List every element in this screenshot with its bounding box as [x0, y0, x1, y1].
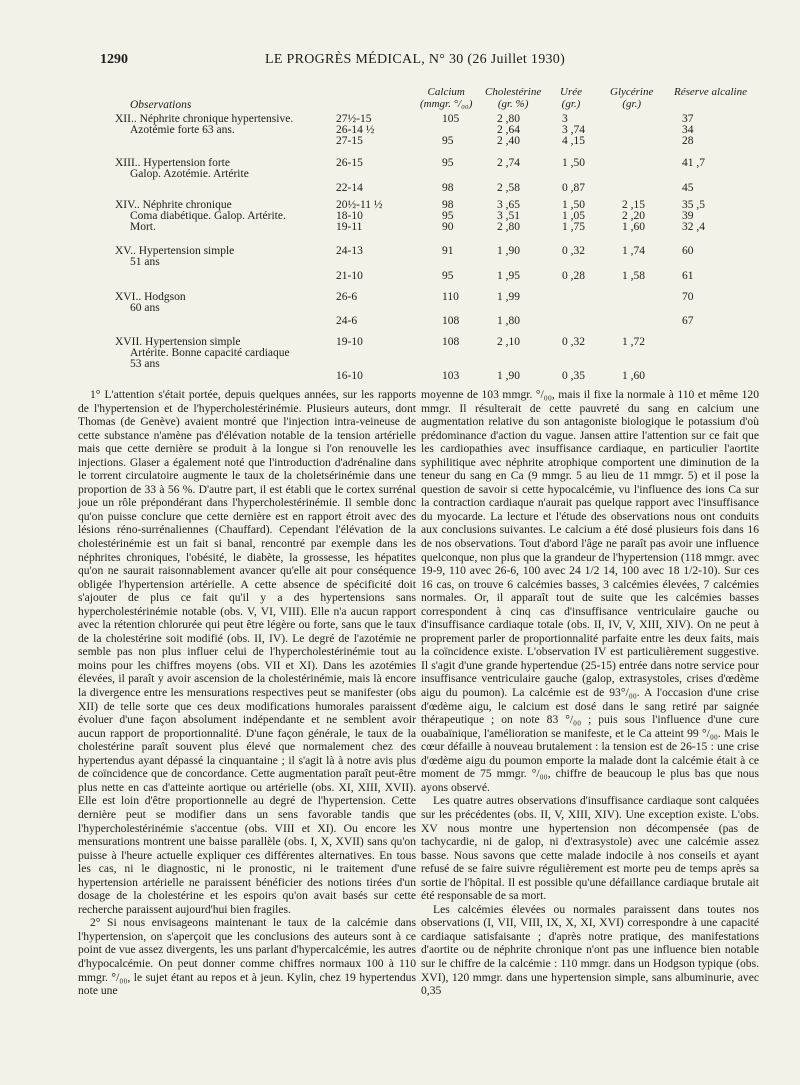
table-cell-res: 60 — [682, 245, 694, 257]
table-cell-date: 18-10 — [336, 210, 363, 222]
col-cholesterine-head: Cholestérine (gr. %) — [485, 86, 542, 110]
table-cell-date: 22-14 — [336, 182, 363, 194]
paragraph-calcemie-cont: moyenne de 103 mmgr. °/₀₀, mais il fixe la normale à 110 et même 120 mmgr. Il résulterait de cette pauvreté du sang en calcium une augmentation relative du son antagoniste biologique le potassium d'où prédominance d'action du vague. Jansen attire l'attention sur ce fait que les cardiopathies avec insuffisance cardiaque, en particulier l'aortite syphilitique avec néphrite atrophique comportent une diminution de la teneur du sang en Ca (9 mmgr. 5 au lieu de 11 mmgr. 5) et il pose la question de savoir si cette hypocalcémie, vu l'influence des ions Ca sur la contraction cardiaque n'aurait pas quelque rapport avec l'insuffisance du myocarde. La lecture et l'étude des observations nous ont conduits aux conclusions suivantes. Le calcium a été dosé plusieurs fois dans 16 de nos observations. Tout d'abord l'âge ne paraît pas avoir une influence quelconque, non plus que la grandeur de l'hypertension (118 mmgr. avec 19-9, 110 avec 26-6, 100 avec 24 1/2 14, 100 avec 18 1/2-10). Sur ces 16 cas, on trouve 6 calcémies basses, 3 calcémies élevées, 7 calcémies normales. Or, il apparaît tout de suite que les calcémies basses correspondent à cinq cas d'insuffisance ventriculaire gauche ou d'insuffisance cardiaque totale (obs. II, IV, V, XIII, XIV). On ne peut à proprement parler de proportionnalité parfaite entre les deux faits, mais la coïncidence existe. L'observation IV est particulièrement suggestive. Il s'agit d'une grande hypertendue (25-15) entrée dans notre service pour insuffisance ventriculaire gauche (galop, extrasystoles, crises d'œdème aigu du poumon). La calcémie est de 93°/₀₀. A l'occasion d'une crise d'œdème aigu, le calcium est dosé dans le sang retiré par saignée thérapeutique ; on note 83 °/₀₀ ; puis sous l'influence d'une cure ouabaïnique, l'amélioration se manifeste, et le Ca atteint 99 °/₀₀. Mais le cœur défaille à nouveau brutalement : la tension est de 26-15 : une crise d'œdème aigu du poumon emporte la malade dont la calcémie était à ce moment de 75 mmgr. °/₀₀, chiffre de beaucoup le plus bas que nous ayons observé. — [421, 388, 759, 794]
table-cell-uree: 0 ,35 — [562, 370, 585, 382]
paragraph-insuffisance: Les quatre autres observations d'insuffisance cardiaque sont calquées sur les précédentes (obs. II, V, XIII, XIV). Une exception existe. L'obs. XV nous montre une hypertension non décompensée (pas de tachycardie, ni de galop, ni d'extrasystole) avec une calcémie assez basse. Nous savons que cette malade indocile à nos conseils et ayant refusé de se faire suivre régulièrement est morte peu de temps après sa sortie de l'hôpital. Il est possible qu'une défaillance cardiaque brutale ait été responsable de sa mort. — [421, 794, 759, 903]
table-cell-chol: 2 ,58 — [497, 182, 520, 194]
table-cell-date: 24-13 — [336, 245, 363, 257]
table-cell-calcium: 95 — [442, 135, 454, 147]
table-cell-calcium: 108 — [442, 336, 460, 348]
paragraph-calcemies-elevees: Les calcémies élevées ou normales paraissent dans toutes nos observations (I, VII, VIII, IX, X, XI, XVI) correspondre à une capacité cardiaque satisfaisante ; d'après notre pratique, des manifestations d'aortite ou de néphrite chronique n'ont pas une influence bien notable sur le chiffre de la calcémie : 110 mmgr. dans un Hodgson typique (obs. XVI), 120 mmgr. dans une hypertension simple, sans albuminurie, avec 0,35 — [421, 902, 759, 998]
table-cell-chol: 2 ,80 — [497, 113, 520, 125]
table-cell-label: 51 ans — [130, 256, 160, 268]
table-cell-label: XV.. Hypertension simple — [115, 245, 235, 257]
table-cell-uree: 1 ,50 — [562, 199, 585, 211]
table-cell-chol: 2 ,40 — [497, 135, 520, 147]
table-cell-date: 20½-11 ½ — [336, 199, 383, 211]
table-cell-calcium: 105 — [442, 113, 460, 125]
table-cell-uree: 1 ,05 — [562, 210, 585, 222]
table-cell-date: 19-10 — [336, 336, 363, 348]
table-cell-glyc: 1 ,58 — [622, 270, 645, 282]
table-cell-res: 35 ,5 — [682, 199, 705, 211]
table-cell-label: XVII. Hypertension simple — [115, 336, 241, 348]
table-cell-calcium: 95 — [442, 157, 454, 169]
table-cell-chol: 2 ,10 — [497, 336, 520, 348]
table-cell-uree: 1 ,50 — [562, 157, 585, 169]
table-cell-label: XII.. Néphrite chronique hypertensive. — [115, 113, 294, 125]
table-cell-label: 60 ans — [130, 302, 160, 314]
table-cell-chol: 3 ,65 — [497, 199, 520, 211]
table-cell-chol: 1 ,99 — [497, 291, 520, 303]
table-cell-calcium: 91 — [442, 245, 454, 257]
text-column-left — [78, 388, 416, 998]
table-cell-uree: 3 — [562, 113, 568, 125]
table-cell-date: 26-15 — [336, 157, 363, 169]
table-cell-res: 70 — [682, 291, 694, 303]
table-cell-date: 21-10 — [336, 270, 363, 282]
table-cell-label: Azotémie forte 63 ans. — [130, 124, 235, 136]
table-cell-uree: 0 ,28 — [562, 270, 585, 282]
table-cell-res: 61 — [682, 270, 694, 282]
table-cell-label: Galop. Azotémie. Artérite — [130, 168, 249, 180]
table-cell-chol: 2 ,74 — [497, 157, 520, 169]
table-cell-glyc: 2 ,15 — [622, 199, 645, 211]
table-cell-label: XVI.. Hodgson — [115, 291, 186, 303]
observations-heading: Observations — [130, 99, 192, 111]
col-reserve-head: Réserve alcaline — [674, 86, 747, 98]
col-glycerine-head: Glycérine (gr.) — [610, 86, 654, 110]
table-cell-chol: 1 ,80 — [497, 315, 520, 327]
table-cell-date: 19-11 — [336, 221, 363, 233]
table-cell-chol: 1 ,95 — [497, 270, 520, 282]
table-cell-calcium: 103 — [442, 370, 460, 382]
table-cell-date: 27½-15 — [336, 113, 372, 125]
table-cell-date: 24-6 — [336, 315, 358, 327]
table-cell-calcium: 95 — [442, 210, 454, 222]
table-cell-calcium: 98 — [442, 199, 454, 211]
table-cell-res: 37 — [682, 113, 694, 125]
table-cell-calcium: 90 — [442, 221, 454, 233]
table-cell-chol: 3 ,51 — [497, 210, 520, 222]
col-calcium-head: Calcium (mmgr. °/₀₀) — [420, 86, 473, 110]
table-cell-uree: 1 ,75 — [562, 221, 585, 233]
table-cell-label: Coma diabétique. Galop. Artérite. — [130, 210, 286, 222]
table-cell-uree: 0 ,32 — [562, 336, 585, 348]
page-number: 1290 — [100, 52, 128, 67]
table-cell-chol: 1 ,90 — [497, 245, 520, 257]
table-cell-date: 16-10 — [336, 370, 363, 382]
table-cell-calcium: 95 — [442, 270, 454, 282]
table-cell-calcium: 98 — [442, 182, 454, 194]
table-cell-uree: 3 ,74 — [562, 124, 585, 136]
paragraph-cholesterine: 1° L'attention s'était portée, depuis quelques années, sur les rapports de l'hypertension et de l'hypercholestérinémie. Plusieurs auteurs, dont Thomas (de Genève) avaient montré que l'injection intra-veineuse de cette substance n'amène pas d'élévation notable de la tension artérielle mais que cette dernière se produit à la longue si l'on renouvelle les injections. Glaser a également noté que l'introduction d'adrénaline dans le torrent circulatoire augmente le taux de la choletsérinémie dans une proportion de 33 à 56 %. D'autre part, il est établi que le cortex surrénal joue un rôle prépondérant dans l'hypercholestérinémie. Il semble donc qu'on puisse conclure que cette dernière est en rapport étroit avec des lésions réno-surrénaliennes (Chauffard). Cependant l'élévation de la cholestérinémie est un fait si banal, rencontré par exemple dans les néphrites chroniques, l'obésité, le diabète, la grossesse, les hépatites qu'on ne saurait raisonnablement avancer qu'elle ait pour conséquence obligée l'hypertension artérielle. A cette absence de spécificité doit s'ajouter de plus ce fait qu'il y a des hypertensions sans hypercholestérinémie notable (obs. V, VI, VIII). Elle n'a aucun rapport avec la rétention chlorurée qui peut être légère ou forte, sans que le taux de la cholestérine soit modifié (obs. II, IV). Le degré de l'azotémie ne semble pas non plus influer celui de l'hypercholestérinémie tout au moins pour les chiffres moyens (obs. VII et XI). Dans les azotémies élevées, il paraît y avoir ascension de la cholestérinémie, mais là encore la divergence entre les mensurations respectives peut se manifester (obs XII) de telle sorte que ces deux modifications humorales paraissent évoluer d'une façon absolument indépendante et ne semblent avoir aucun rapport de proportionnalité. D'une façon générale, le taux de la cholestérine paraît souvent plus élevé que normalement chez des hypertendus ayant dépassé la cinquantaine ; il s'agit là à notre avis plus de coïncidence que de concordance. Cette augmentation paraît peut-être plus nette en cas d'atteinte aortique ou artérielle (obs. XI, XIII, XVII). Elle est loin d'être proportionnelle au degré de l'hypertension. Cette dernière peut se modifier dans un sens favorable tandis que l'hypercholestérinémie s'accentue (obs. VIII et XI). Ou encore les mensurations montrent une baisse parallèle (obs. I, X, XVII) sans qu'on puisse à l'heure actuelle expliquer ces différentes alternatives. En tous les cas, ni le diagnostic, ni le pronostic, ni le traitement d'une hypertension artérielle ne paraissent bénéficier des notions tirées d'un dosage de la cholestérine et les espoirs qu'on avait basés sur cette recherche paraissent aujourd'hui bien fragiles. — [78, 388, 416, 916]
table-cell-date: 26-14 ½ — [336, 124, 375, 136]
running-header — [0, 52, 800, 72]
table-cell-chol: 1 ,90 — [497, 370, 520, 382]
table-cell-calcium: 110 — [442, 291, 459, 303]
table-cell-res: 28 — [682, 135, 694, 147]
table-cell-calcium: 108 — [442, 315, 460, 327]
table-cell-res: 41 ,7 — [682, 157, 705, 169]
table-cell-date: 26-6 — [336, 291, 358, 303]
text-column-right — [421, 388, 759, 998]
table-cell-date: 27-15 — [336, 135, 363, 147]
table-cell-res: 45 — [682, 182, 694, 194]
table-cell-label: Artérite. Bonne capacité cardiaque — [130, 347, 290, 359]
table-cell-label: XIV.. Néphrite chronique — [115, 199, 232, 211]
table-cell-glyc: 2 ,20 — [622, 210, 645, 222]
table-cell-uree: 0 ,87 — [562, 182, 585, 194]
table-cell-uree: 4 ,15 — [562, 135, 585, 147]
table-cell-chol: 2 ,80 — [497, 221, 520, 233]
paragraph-calcemie: 2° Si nous envisageons maintenant le taux de la calcémie dans l'hypertension, on s'aperçoit que les conclusions des auteurs sont à ce point de vue assez divergents, les uns parlant d'hypercalcémie, les autres d'hypocalcémie. On peut donner comme chiffres normaux 100 à 110 mmgr. °/₀₀, le sujet étant au repos et à jeun. Kylin, chez 19 hypertendus note une — [78, 916, 416, 998]
table-cell-glyc: 1 ,74 — [622, 245, 645, 257]
table-cell-label: XIII.. Hypertension forte — [115, 157, 230, 169]
table-cell-glyc: 1 ,60 — [622, 370, 645, 382]
table-cell-chol: 2 ,64 — [497, 124, 520, 136]
table-cell-uree: 0 ,32 — [562, 245, 585, 257]
col-uree-head: Urée (gr.) — [560, 86, 582, 110]
table-cell-res: 34 — [682, 124, 694, 136]
table-cell-res: 32 ,4 — [682, 221, 705, 233]
journal-title: LE PROGRÈS MÉDICAL, N° 30 (26 Juillet 1930) — [265, 52, 566, 67]
table-cell-label: Mort. — [130, 221, 156, 233]
table-cell-glyc: 1 ,72 — [622, 336, 645, 348]
table-cell-label: 53 ans — [130, 358, 160, 370]
table-cell-res: 67 — [682, 315, 694, 327]
table-cell-res: 39 — [682, 210, 694, 222]
table-cell-glyc: 1 ,60 — [622, 221, 645, 233]
